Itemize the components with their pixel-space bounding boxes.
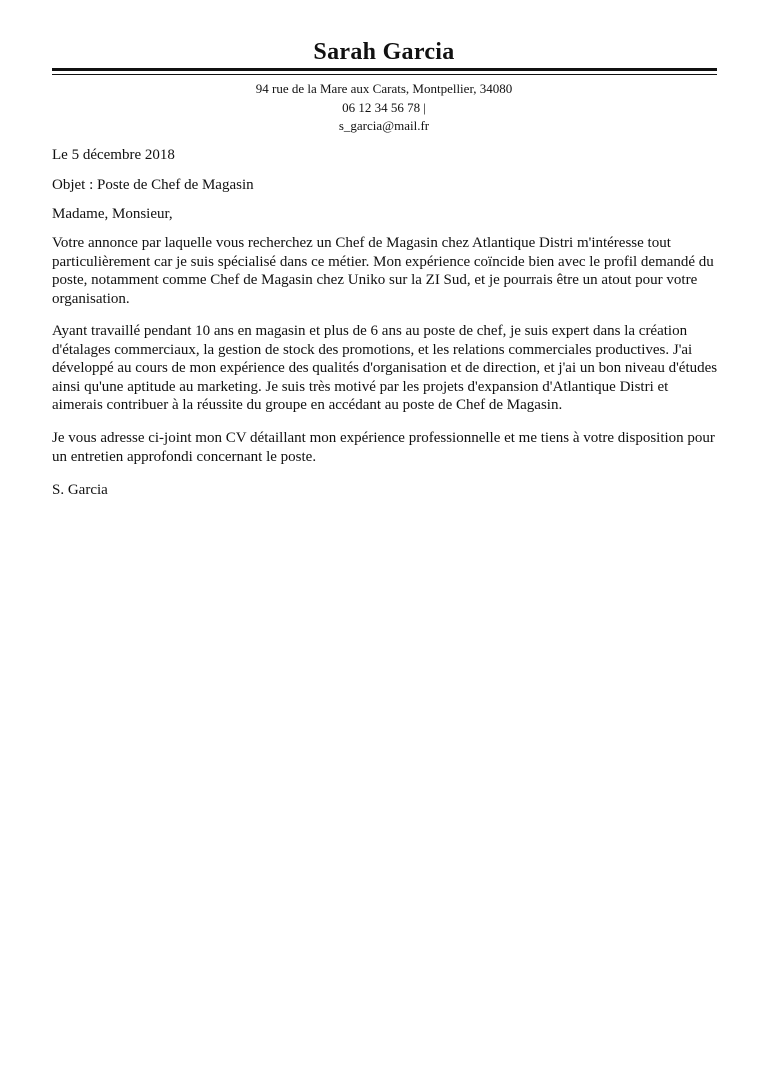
sender-name: Sarah Garcia xyxy=(313,39,455,65)
contact-block xyxy=(0,80,768,136)
sender-phone: 06 12 34 56 78 | xyxy=(342,99,426,115)
header-rule-thin xyxy=(52,74,717,75)
letter-paragraph: Ayant travaillé pendant 10 ans en magasin et plus de 6 ans au poste de chef, je suis expert dans la création d'étalages commerciaux, la gestion de stock des promotions, et les relations commerciales productives. J'ai développé au cours de mon expérience des qualités d'organisation et de direction, et j'ai un bon niveau d'études ainsi qu'une aptitude au marketing. Je suis très motivé par les projets d'expansion d'Atlantique Distri et aimerais contribuer à la réussite du groupe en accédant au poste de Chef de Magasin. xyxy=(52,323,718,413)
letter-paragraph: Je vous adresse ci-joint mon CV détaillant mon expérience professionnelle et me tiens à votre disposition pour un entretien approfondi concernant le poste. xyxy=(52,430,715,465)
letter-signature: S. Garcia xyxy=(52,482,108,498)
letter-date: Le 5 décembre 2018 xyxy=(52,147,175,163)
letter-paragraph: Votre annonce par laquelle vous recherchez un Chef de Magasin chez Atlantique Distri m'intéresse tout particulièrement car je suis spécialisé dans ce métier. Mon expérience coïncide bien avec le profil demandé du poste, notamment comme Chef de Magasin chez Uniko sur la ZI Sud, et je pourrais être un atout pour votre organisation. xyxy=(52,235,714,307)
letter-subject: Objet : Poste de Chef de Magasin xyxy=(52,177,254,193)
letter-salutation: Madame, Monsieur, xyxy=(52,206,173,222)
header-rule-thick xyxy=(52,68,717,71)
sender-email: s_garcia@mail.fr xyxy=(338,118,430,133)
sender-address: 94 rue de la Mare aux Carats, Montpellier, 34080 xyxy=(255,81,513,96)
